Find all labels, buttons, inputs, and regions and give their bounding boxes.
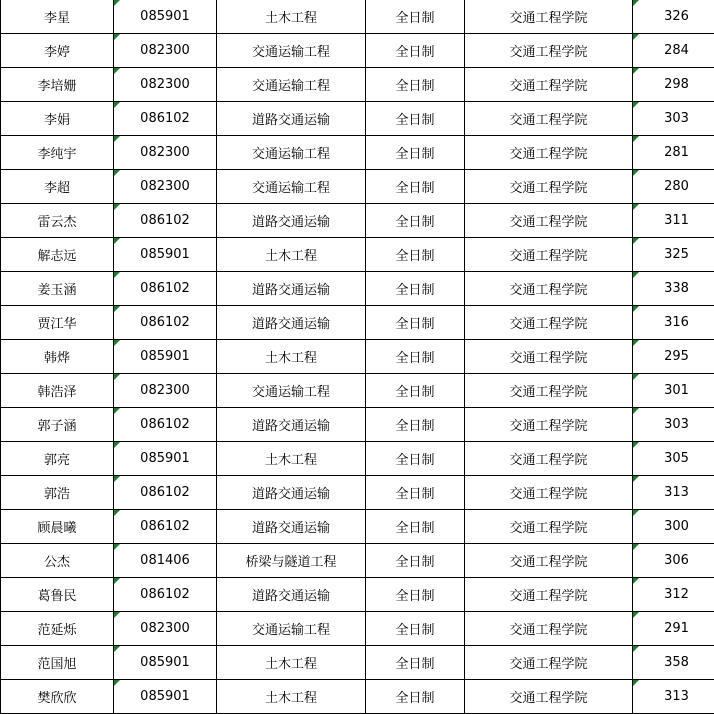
score-cell[interactable]: 303 (633, 408, 714, 442)
study-mode-cell[interactable]: 全日制 (366, 170, 465, 204)
student-name-cell[interactable]: 郭子涵 (1, 408, 114, 442)
major-code-cell[interactable]: 082300 (114, 34, 217, 68)
study-mode-cell[interactable]: 全日制 (366, 374, 465, 408)
major-code-cell[interactable]: 086102 (114, 578, 217, 612)
college-cell[interactable]: 交通工程学院 (465, 102, 633, 136)
college-cell[interactable]: 交通工程学院 (465, 408, 633, 442)
college-cell[interactable]: 交通工程学院 (465, 34, 633, 68)
score-cell[interactable]: 280 (633, 170, 714, 204)
study-mode-cell[interactable]: 全日制 (366, 680, 465, 714)
score-cell[interactable]: 313 (633, 476, 714, 510)
study-mode-cell[interactable]: 全日制 (366, 272, 465, 306)
college-cell[interactable]: 交通工程学院 (465, 340, 633, 374)
score-cell[interactable]: 281 (633, 136, 714, 170)
major-name-cell[interactable]: 道路交通运输 (217, 204, 366, 238)
study-mode-cell[interactable]: 全日制 (366, 476, 465, 510)
score-cell[interactable]: 303 (633, 102, 714, 136)
major-name-cell[interactable]: 土木工程 (217, 680, 366, 714)
table-row (1, 680, 714, 714)
major-name-cell[interactable]: 交通运输工程 (217, 612, 366, 646)
college-cell[interactable]: 交通工程学院 (465, 170, 633, 204)
major-code-cell[interactable]: 081406 (114, 544, 217, 578)
table-row (1, 306, 714, 340)
table-row (1, 510, 714, 544)
major-name-cell[interactable]: 道路交通运输 (217, 408, 366, 442)
study-mode-cell[interactable]: 全日制 (366, 510, 465, 544)
major-name-cell[interactable]: 道路交通运输 (217, 578, 366, 612)
study-mode-cell[interactable]: 全日制 (366, 0, 465, 34)
score-cell[interactable]: 326 (633, 0, 714, 34)
student-name-cell[interactable]: 郭浩 (1, 476, 114, 510)
major-name-cell[interactable]: 道路交通运输 (217, 476, 366, 510)
student-name-cell[interactable]: 樊欣欣 (1, 680, 114, 714)
major-name-cell[interactable]: 桥梁与隧道工程 (217, 544, 366, 578)
score-cell[interactable]: 338 (633, 272, 714, 306)
student-name-cell[interactable]: 范延烁 (1, 612, 114, 646)
major-code-cell[interactable]: 082300 (114, 136, 217, 170)
study-mode-cell[interactable]: 全日制 (366, 68, 465, 102)
student-name-cell[interactable]: 解志远 (1, 238, 114, 272)
score-cell[interactable]: 301 (633, 374, 714, 408)
college-cell[interactable]: 交通工程学院 (465, 612, 633, 646)
study-mode-cell[interactable]: 全日制 (366, 204, 465, 238)
study-mode-cell[interactable]: 全日制 (366, 340, 465, 374)
table-row (1, 272, 714, 306)
study-mode-cell[interactable]: 全日制 (366, 102, 465, 136)
table-row (1, 204, 714, 238)
major-code-cell[interactable]: 085901 (114, 340, 217, 374)
major-code-cell[interactable]: 085901 (114, 442, 217, 476)
major-name-cell[interactable]: 交通运输工程 (217, 136, 366, 170)
major-name-cell[interactable]: 交通运输工程 (217, 68, 366, 102)
student-name-cell[interactable]: 李培姗 (1, 68, 114, 102)
table-row (1, 612, 714, 646)
college-cell[interactable]: 交通工程学院 (465, 680, 633, 714)
score-cell[interactable]: 305 (633, 442, 714, 476)
major-code-cell[interactable]: 086102 (114, 510, 217, 544)
major-code-cell[interactable]: 082300 (114, 68, 217, 102)
study-mode-cell[interactable]: 全日制 (366, 408, 465, 442)
college-cell[interactable]: 交通工程学院 (465, 544, 633, 578)
major-code-cell[interactable]: 086102 (114, 272, 217, 306)
major-code-cell[interactable]: 085901 (114, 680, 217, 714)
college-cell[interactable]: 交通工程学院 (465, 306, 633, 340)
student-name-cell[interactable]: 李星 (1, 0, 114, 34)
score-cell[interactable]: 291 (633, 612, 714, 646)
study-mode-cell[interactable]: 全日制 (366, 442, 465, 476)
score-cell[interactable]: 300 (633, 510, 714, 544)
table-row (1, 544, 714, 578)
table-row (1, 442, 714, 476)
student-name-cell[interactable]: 韩烨 (1, 340, 114, 374)
score-cell[interactable]: 325 (633, 238, 714, 272)
college-cell[interactable]: 交通工程学院 (465, 204, 633, 238)
study-mode-cell[interactable]: 全日制 (366, 238, 465, 272)
college-cell[interactable]: 交通工程学院 (465, 374, 633, 408)
table-row (1, 238, 714, 272)
college-cell[interactable]: 交通工程学院 (465, 578, 633, 612)
study-mode-cell[interactable]: 全日制 (366, 136, 465, 170)
major-name-cell[interactable]: 道路交通运输 (217, 272, 366, 306)
student-name-cell[interactable]: 李纯宇 (1, 136, 114, 170)
major-code-cell[interactable]: 086102 (114, 102, 217, 136)
college-cell[interactable]: 交通工程学院 (465, 510, 633, 544)
table-row (1, 102, 714, 136)
major-code-cell[interactable]: 085901 (114, 0, 217, 34)
college-cell[interactable]: 交通工程学院 (465, 68, 633, 102)
table-row (1, 68, 714, 102)
college-cell[interactable]: 交通工程学院 (465, 272, 633, 306)
major-name-cell[interactable]: 土木工程 (217, 646, 366, 680)
major-code-cell[interactable]: 086102 (114, 476, 217, 510)
study-mode-cell[interactable]: 全日制 (366, 544, 465, 578)
major-name-cell[interactable]: 土木工程 (217, 238, 366, 272)
student-name-cell[interactable]: 李婷 (1, 34, 114, 68)
major-name-cell[interactable]: 土木工程 (217, 0, 366, 34)
score-cell[interactable]: 284 (633, 34, 714, 68)
score-cell[interactable]: 312 (633, 578, 714, 612)
major-code-cell[interactable]: 085901 (114, 238, 217, 272)
college-cell[interactable]: 交通工程学院 (465, 238, 633, 272)
score-cell[interactable]: 316 (633, 306, 714, 340)
college-cell[interactable]: 交通工程学院 (465, 646, 633, 680)
score-cell[interactable]: 295 (633, 340, 714, 374)
student-name-cell[interactable]: 李超 (1, 170, 114, 204)
table-row (1, 34, 714, 68)
college-cell[interactable]: 交通工程学院 (465, 476, 633, 510)
table-row (1, 408, 714, 442)
student-name-cell[interactable]: 雷云杰 (1, 204, 114, 238)
score-cell[interactable]: 358 (633, 646, 714, 680)
table-row (1, 476, 714, 510)
major-code-cell[interactable]: 086102 (114, 204, 217, 238)
table-row (1, 578, 714, 612)
major-code-cell[interactable]: 082300 (114, 374, 217, 408)
study-mode-cell[interactable]: 全日制 (366, 612, 465, 646)
score-cell[interactable]: 313 (633, 680, 714, 714)
student-name-cell[interactable]: 韩浩泽 (1, 374, 114, 408)
college-cell[interactable]: 交通工程学院 (465, 442, 633, 476)
table-row (1, 170, 714, 204)
score-cell[interactable]: 311 (633, 204, 714, 238)
study-mode-cell[interactable]: 全日制 (366, 578, 465, 612)
table-body (1, 0, 714, 714)
major-name-cell[interactable]: 道路交通运输 (217, 510, 366, 544)
table-row (1, 646, 714, 680)
major-code-cell[interactable]: 082300 (114, 612, 217, 646)
student-name-cell[interactable]: 葛鲁民 (1, 578, 114, 612)
major-code-cell[interactable]: 086102 (114, 306, 217, 340)
major-code-cell[interactable]: 082300 (114, 170, 217, 204)
major-name-cell[interactable]: 土木工程 (217, 340, 366, 374)
major-code-cell[interactable]: 085901 (114, 646, 217, 680)
college-cell[interactable]: 交通工程学院 (465, 0, 633, 34)
college-cell[interactable]: 交通工程学院 (465, 136, 633, 170)
student-name-cell[interactable]: 公杰 (1, 544, 114, 578)
major-code-cell[interactable]: 086102 (114, 408, 217, 442)
student-name-cell[interactable]: 顾晨曦 (1, 510, 114, 544)
major-name-cell[interactable]: 道路交通运输 (217, 306, 366, 340)
student-name-cell[interactable]: 贾江华 (1, 306, 114, 340)
score-cell[interactable]: 306 (633, 544, 714, 578)
student-name-cell[interactable]: 姜玉涵 (1, 272, 114, 306)
study-mode-cell[interactable]: 全日制 (366, 306, 465, 340)
score-cell[interactable]: 298 (633, 68, 714, 102)
major-name-cell[interactable]: 交通运输工程 (217, 34, 366, 68)
study-mode-cell[interactable]: 全日制 (366, 34, 465, 68)
major-name-cell[interactable]: 交通运输工程 (217, 374, 366, 408)
table-row (1, 374, 714, 408)
table-row (1, 340, 714, 374)
student-name-cell[interactable]: 范国旭 (1, 646, 114, 680)
study-mode-cell[interactable]: 全日制 (366, 646, 465, 680)
major-name-cell[interactable]: 交通运输工程 (217, 170, 366, 204)
table-row (1, 0, 714, 34)
table-row (1, 136, 714, 170)
major-name-cell[interactable]: 土木工程 (217, 442, 366, 476)
student-name-cell[interactable]: 李娟 (1, 102, 114, 136)
major-name-cell[interactable]: 道路交通运输 (217, 102, 366, 136)
student-name-cell[interactable]: 郭亮 (1, 442, 114, 476)
